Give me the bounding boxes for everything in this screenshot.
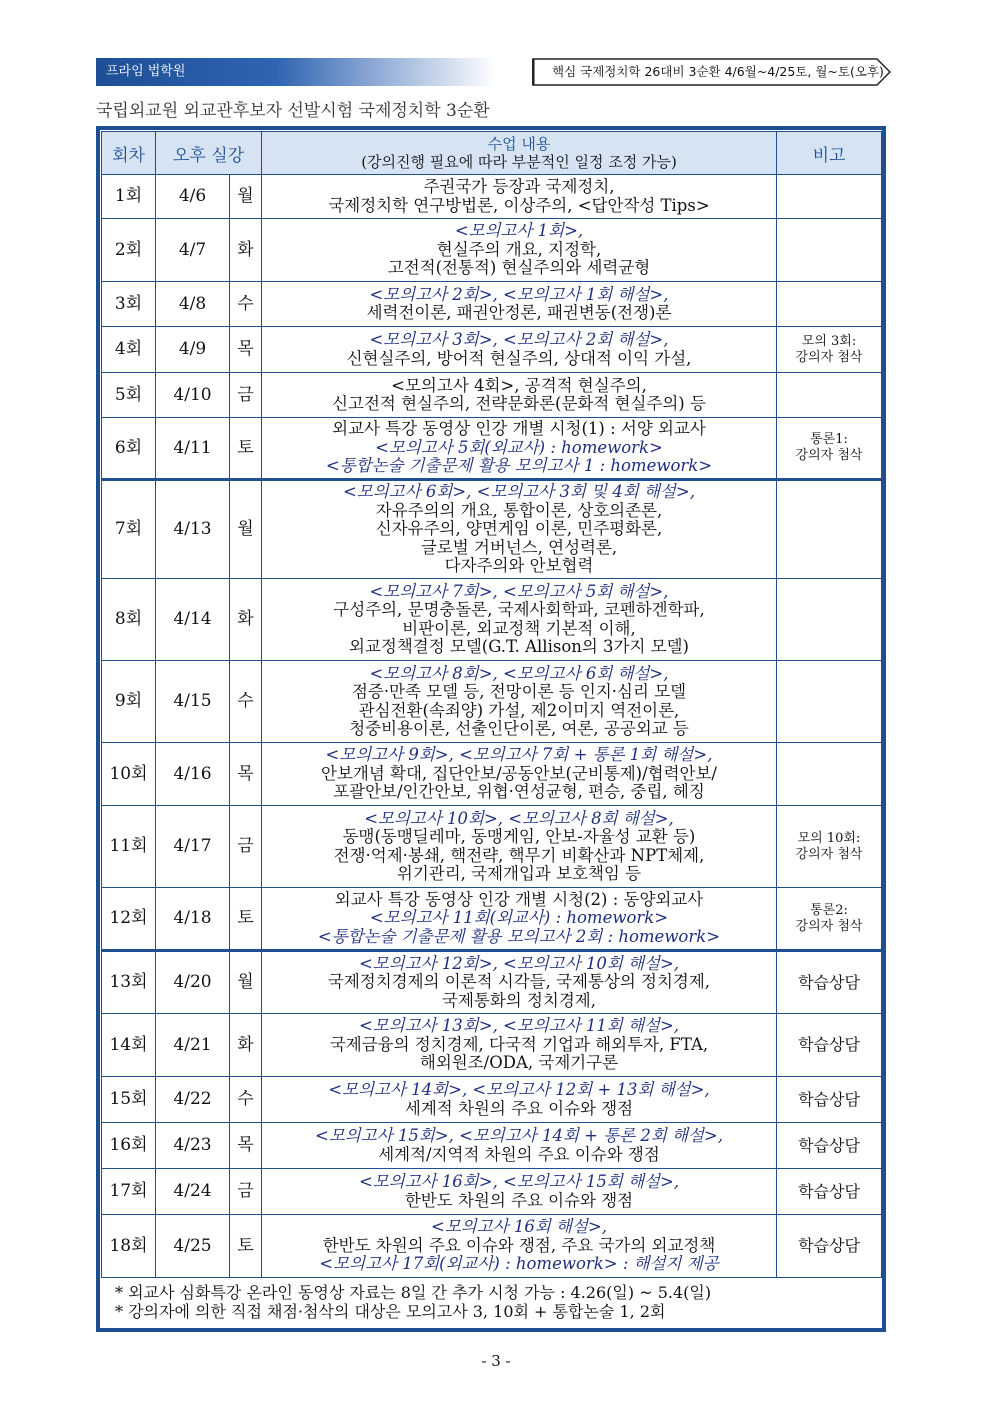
- content-cell: [262, 418, 777, 480]
- table-row: [102, 282, 882, 327]
- round-cell: 10회: [102, 743, 156, 806]
- content-line: 한반도 차원의 주요 이슈와 쟁점, 주요 국가의 외교정책: [322, 1235, 716, 1255]
- content-cell: [262, 661, 777, 743]
- content-line: 신현실주의, 방어적 현실주의, 상대적 이익 가설,: [346, 348, 692, 368]
- content-line: <모의고사 13회>, <모의고사 11회 해설>,: [358, 1016, 680, 1036]
- schedule-table: [101, 131, 882, 1278]
- content-line: 국제통화의 정치경제,: [442, 990, 596, 1010]
- table-row: [102, 661, 882, 743]
- table-row: [102, 327, 882, 373]
- weekday-cell: 토: [230, 888, 262, 951]
- note-cell: 학습상담: [777, 1215, 882, 1278]
- page-title: 국립외교원 외교관후보자 선발시험 국제정치학 3순환: [96, 101, 490, 121]
- date-cell: 4/10: [156, 373, 230, 418]
- note-cell: [777, 480, 882, 579]
- content-cell: [262, 175, 777, 219]
- content-line: 신고전적 현실주의, 전략문화론(문화적 현실주의) 등: [332, 394, 706, 413]
- content-line: <모의고사 11회(외교사) : homework>: [369, 908, 669, 928]
- content-line: 외교사 특강 동영상 인강 개별 시청(2) : 동양외교사: [334, 889, 704, 909]
- content-line: 국제정치학 연구방법론, 이상주의, <답안작성 Tips>: [328, 195, 710, 215]
- content-line: 자유주의의 개요, 통합이론, 상호의존론,: [375, 500, 663, 520]
- content-line: <모의고사 16회 해설>,: [431, 1217, 607, 1237]
- round-cell: 2회: [102, 219, 156, 282]
- content-line: <모의고사 4회>, 공격적 현실주의,: [391, 375, 647, 395]
- table-row: [102, 418, 882, 480]
- footnote-1: * 외교사 심화특강 온라인 동영상 자료는 8일 간 추가 시청 가능 : 4.26(일) ~ 5.4(일): [115, 1283, 712, 1302]
- content-line: <모의고사 10회>, <모의고사 8회 해설>,: [364, 808, 674, 828]
- date-cell: 4/22: [156, 1077, 230, 1123]
- weekday-cell: 목: [230, 1123, 262, 1169]
- weekday-cell: 토: [230, 1215, 262, 1278]
- round-cell: 8회: [102, 579, 156, 661]
- content-line: 위기관리, 국제개입과 보호책임 등: [396, 864, 642, 883]
- weekday-cell: 월: [230, 951, 262, 1014]
- table-row: [102, 480, 882, 579]
- note-cell: 학습상담: [777, 1077, 882, 1123]
- date-cell: 4/15: [156, 661, 230, 743]
- content-line: <모의고사 15회>, <모의고사 14회 + 통론 2회 해설>,: [315, 1126, 723, 1145]
- course-period-tag: [532, 58, 892, 86]
- content-cell: [262, 888, 777, 951]
- content-cell: [262, 743, 777, 806]
- content-line: 신자유주의, 양면게임 이론, 민주평화론,: [375, 519, 663, 539]
- content-line: 해외원조/ODA, 국제기구론: [419, 1053, 619, 1073]
- note-cell: 통론2: 강의자 첨삭: [777, 888, 882, 951]
- date-cell: 4/16: [156, 743, 230, 806]
- date-cell: 4/21: [156, 1014, 230, 1077]
- table-row: [102, 806, 882, 888]
- round-cell: 12회: [102, 888, 156, 951]
- header-content-title: 수업 내용: [487, 135, 551, 153]
- content-cell: [262, 1215, 777, 1278]
- academy-label: 프라임 법학원: [96, 58, 496, 86]
- table-row: [102, 373, 882, 418]
- weekday-cell: 수: [230, 1077, 262, 1123]
- content-cell: [262, 1123, 777, 1169]
- round-cell: 13회: [102, 951, 156, 1014]
- content-line: <모의고사 6회>, <모의고사 3회 및 4회 해설>,: [343, 482, 695, 502]
- note-cell: 학습상담: [777, 951, 882, 1014]
- content-line: <모의고사 14회>, <모의고사 12회 + 13회 해설>,: [328, 1080, 710, 1099]
- weekday-cell: 화: [230, 1014, 262, 1077]
- table-row: [102, 888, 882, 951]
- content-line: 포괄안보/인간안보, 위협·연성균형, 편승, 중립, 헤징: [333, 782, 705, 802]
- round-cell: 17회: [102, 1169, 156, 1215]
- table-row: [102, 1014, 882, 1077]
- date-cell: 4/6: [156, 175, 230, 219]
- content-cell: [262, 806, 777, 888]
- round-cell: 7회: [102, 480, 156, 579]
- note-cell: 학습상담: [777, 1123, 882, 1169]
- content-line: 한반도 차원의 주요 이슈와 쟁점: [404, 1190, 634, 1210]
- content-line: <모의고사 17회(외교사) : homework> : 해설지 제공: [319, 1254, 719, 1274]
- content-cell: [262, 282, 777, 327]
- content-line: <모의고사 9회>, <모의고사 7회 + 통론 1회 해설>,: [325, 745, 713, 765]
- content-cell: [262, 480, 777, 579]
- note-cell: [777, 661, 882, 743]
- weekday-cell: 월: [230, 175, 262, 219]
- round-cell: 4회: [102, 327, 156, 373]
- weekday-cell: 목: [230, 743, 262, 806]
- weekday-cell: 수: [230, 282, 262, 327]
- round-cell: 5회: [102, 373, 156, 418]
- table-row: [102, 1169, 882, 1215]
- content-line: <모의고사 3회>, <모의고사 2회 해설>,: [369, 330, 669, 349]
- weekday-cell: 목: [230, 327, 262, 373]
- table-row: [102, 951, 882, 1014]
- content-line: 현실주의 개요, 지정학,: [436, 239, 602, 259]
- content-line: 다자주의와 안보협력: [444, 556, 594, 576]
- date-cell: 4/18: [156, 888, 230, 951]
- note-cell: [777, 743, 882, 806]
- content-line: <통합논술 기출문제 활용 모의고사 2회 : homework>: [317, 926, 721, 946]
- content-line: 안보개념 확대, 집단안보/공동안보(군비통제)/협력안보/: [321, 763, 717, 783]
- table-row: [102, 175, 882, 219]
- date-cell: 4/8: [156, 282, 230, 327]
- round-cell: 6회: [102, 418, 156, 480]
- content-cell: [262, 579, 777, 661]
- content-line: 비판이론, 외교정책 기본적 이해,: [402, 618, 636, 638]
- table-row: [102, 743, 882, 806]
- date-cell: 4/11: [156, 418, 230, 480]
- content-cell: [262, 1169, 777, 1215]
- content-line: <모의고사 16회>, <모의고사 15회 해설>,: [358, 1172, 680, 1191]
- weekday-cell: 화: [230, 219, 262, 282]
- weekday-cell: 수: [230, 661, 262, 743]
- table-row: [102, 1123, 882, 1169]
- content-line: 점증·만족 모델 등, 전망이론 등 인지·심리 모델: [351, 682, 687, 701]
- content-line: <통합논술 기출문제 활용 모의고사 1 : homework>: [325, 456, 713, 476]
- date-cell: 4/9: [156, 327, 230, 373]
- content-line: 구성주의, 문명충돌론, 국제사회학파, 코펜하겐학파,: [333, 600, 705, 619]
- content-line: 외교정책결정 모델(G.T. Allison의 3가지 모델): [349, 637, 689, 656]
- content-line: 관심전환(속죄양) 가설, 제2이미지 역전이론,: [358, 700, 680, 720]
- round-cell: 1회: [102, 175, 156, 219]
- table-row: [102, 1077, 882, 1123]
- note-cell: [777, 219, 882, 282]
- round-cell: 18회: [102, 1215, 156, 1278]
- content-line: <모의고사 12회>, <모의고사 10회 해설>,: [358, 953, 680, 973]
- content-cell: [262, 1014, 777, 1077]
- date-cell: 4/23: [156, 1123, 230, 1169]
- content-line: 동맹(동맹딜레마, 동맹게임, 안보-자율성 교환 등): [342, 827, 696, 846]
- note-cell: [777, 282, 882, 327]
- date-cell: 4/7: [156, 219, 230, 282]
- content-line: 세계적/지역적 차원의 주요 이슈와 쟁점: [378, 1144, 660, 1164]
- content-line: <모의고사 1회>,: [454, 221, 584, 241]
- round-cell: 11회: [102, 806, 156, 888]
- table-row: [102, 1215, 882, 1278]
- content-line: 전쟁·억제·봉쇄, 핵전략, 핵무기 비확산과 NPT체제,: [333, 845, 705, 865]
- content-line: <모의고사 7회>, <모의고사 5회 해설>,: [369, 581, 669, 601]
- weekday-cell: 화: [230, 579, 262, 661]
- note-cell: [777, 579, 882, 661]
- weekday-cell: 금: [230, 1169, 262, 1215]
- round-cell: 3회: [102, 282, 156, 327]
- header-live-lecture: 오후 실강: [156, 132, 262, 175]
- round-cell: 9회: [102, 661, 156, 743]
- content-line: <모의고사 5회(외교사) : homework>: [375, 437, 663, 457]
- date-cell: 4/13: [156, 480, 230, 579]
- content-cell: [262, 1077, 777, 1123]
- content-line: <모의고사 8회>, <모의고사 6회 해설>,: [369, 663, 669, 683]
- round-cell: 15회: [102, 1077, 156, 1123]
- content-line: 국제정치경제의 이론적 시각들, 국제통상의 정치경제,: [327, 972, 711, 992]
- footnote-2: * 강의자에 의한 직접 채점·첨삭의 대상은 모의고사 3, 10회 + 통합논술 1, 2회: [115, 1302, 666, 1321]
- content-line: 외교사 특강 동영상 인강 개별 시청(1) : 서양 외교사: [332, 419, 706, 439]
- header-note: 비고: [777, 132, 882, 175]
- note-cell: 통론1: 강의자 첨삭: [777, 418, 882, 480]
- round-cell: 14회: [102, 1014, 156, 1077]
- page-number: - 3 -: [481, 1352, 511, 1370]
- date-cell: 4/24: [156, 1169, 230, 1215]
- course-period-text: 핵심 국제정치학 26대비 3순환 4/6월~4/25토, 월~토(오후): [552, 64, 884, 79]
- content-line: 청중비용이론, 선출인단이론, 여론, 공공외교 등: [349, 719, 689, 738]
- content-line: 세력전이론, 패권안정론, 패권변동(전쟁)론: [366, 303, 672, 322]
- table-row: [102, 579, 882, 661]
- content-line: 세계적 차원의 주요 이슈와 쟁점: [404, 1098, 634, 1118]
- header-content-subtitle: (강의진행 필요에 따라 부분적인 일정 조정 가능): [361, 153, 677, 171]
- note-cell: 모의 10회: 강의자 첨삭: [777, 806, 882, 888]
- note-cell: 학습상담: [777, 1169, 882, 1215]
- content-line: 주권국가 등장과 국제정치,: [423, 177, 615, 196]
- footnotes: [101, 1283, 881, 1321]
- round-cell: 16회: [102, 1123, 156, 1169]
- table-header-row: [102, 132, 882, 175]
- note-cell: [777, 373, 882, 418]
- content-line: 국제금융의 정치경제, 다국적 기업과 해외투자, FTA,: [329, 1034, 709, 1054]
- date-cell: 4/14: [156, 579, 230, 661]
- content-cell: [262, 219, 777, 282]
- content-line: <모의고사 2회>, <모의고사 1회 해설>,: [369, 284, 669, 304]
- table-row: [102, 219, 882, 282]
- content-cell: [262, 951, 777, 1014]
- header-round: 회차: [102, 132, 156, 175]
- weekday-cell: 월: [230, 480, 262, 579]
- header-content: [262, 132, 777, 175]
- content-cell: [262, 373, 777, 418]
- date-cell: 4/25: [156, 1215, 230, 1278]
- weekday-cell: 토: [230, 418, 262, 480]
- note-cell: 학습상담: [777, 1014, 882, 1077]
- weekday-cell: 금: [230, 373, 262, 418]
- note-cell: [777, 175, 882, 219]
- content-line: 글로벌 거버넌스, 연성력론,: [420, 537, 618, 557]
- date-cell: 4/20: [156, 951, 230, 1014]
- content-cell: [262, 327, 777, 373]
- note-cell: 모의 3회: 강의자 첨삭: [777, 327, 882, 373]
- content-line: 고전적(전통적) 현실주의와 세력균형: [387, 258, 651, 278]
- weekday-cell: 금: [230, 806, 262, 888]
- date-cell: 4/17: [156, 806, 230, 888]
